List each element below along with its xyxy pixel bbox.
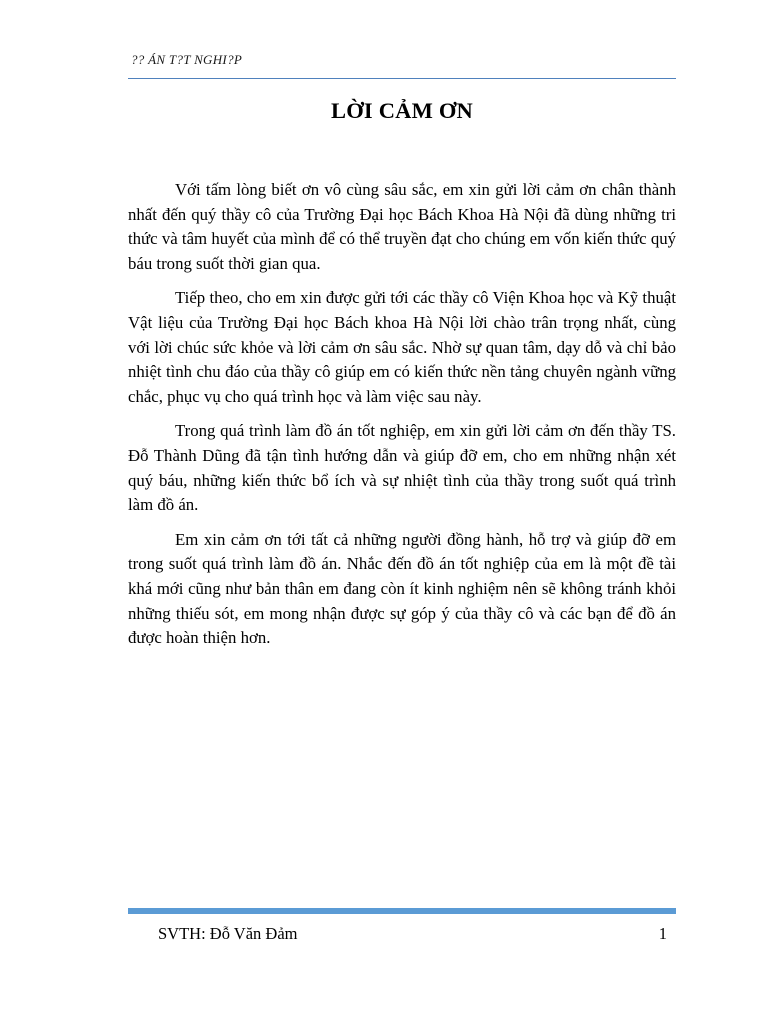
footer-divider bbox=[128, 908, 676, 914]
header-divider bbox=[128, 78, 676, 79]
paragraph-3: Trong quá trình làm đồ án tốt nghiệp, em xin gửi lời cảm ơn đến thầy TS. Đỗ Thành Dũng đã tận tình hướng dẫn và giúp đỡ em, cho em những nhận xét quý báu, những kiến thức bổ ích và sự nhiệt tình của thầy trong suốt quá trình làm đồ án. bbox=[128, 421, 676, 515]
footer-author: SVTH: Đỗ Văn Đảm bbox=[158, 924, 298, 943]
paragraph-2: Tiếp theo, cho em xin được gửi tới các thầy cô Viện Khoa học và Kỹ thuật Vật liệu của Trường Đại học Bách khoa Hà Nội lời chào trân trọng nhất, cùng với lời chúc sức khỏe và lời cảm ơn sâu sắc. Nhờ sự quan tâm, dạy dỗ và chỉ bảo nhiệt tình chu đáo của thầy cô giúp em có kiến thức nền tảng chuyên ngành vững chắc, phục vụ cho quá trình học và làm việc sau này. bbox=[128, 288, 676, 406]
page-title: LỜI CẢM ƠN bbox=[331, 98, 473, 123]
paragraph-1: Với tấm lòng biết ơn vô cùng sâu sắc, em xin gửi lời cảm ơn chân thành nhất đến quý thầy cô của Trường Đại học Bách Khoa Hà Nội đã dùng những tri thức và tâm huyết của mình để có thể truyền đạt cho chúng em vốn kiến thức quý báu trong suốt thời gian qua. bbox=[128, 180, 676, 273]
page-number: 1 bbox=[658, 924, 667, 943]
paragraph-4: Em xin cảm ơn tới tất cả những người đồng hành, hỗ trợ và giúp đỡ em trong suốt quá trình làm đồ án. Nhắc đến đồ án tốt nghiệp của em là một đề tài khá mới cũng như bản thân em đang còn ít kinh nghiệm nên sẽ không tránh khỏi những thiếu sót, em mong nhận được sự góp ý của thầy cô và các bạn để đồ án được hoàn thiện hơn. bbox=[128, 529, 676, 648]
running-header-title: ?? ÁN T?T NGHI?P bbox=[131, 52, 243, 67]
document-body bbox=[128, 178, 676, 661]
